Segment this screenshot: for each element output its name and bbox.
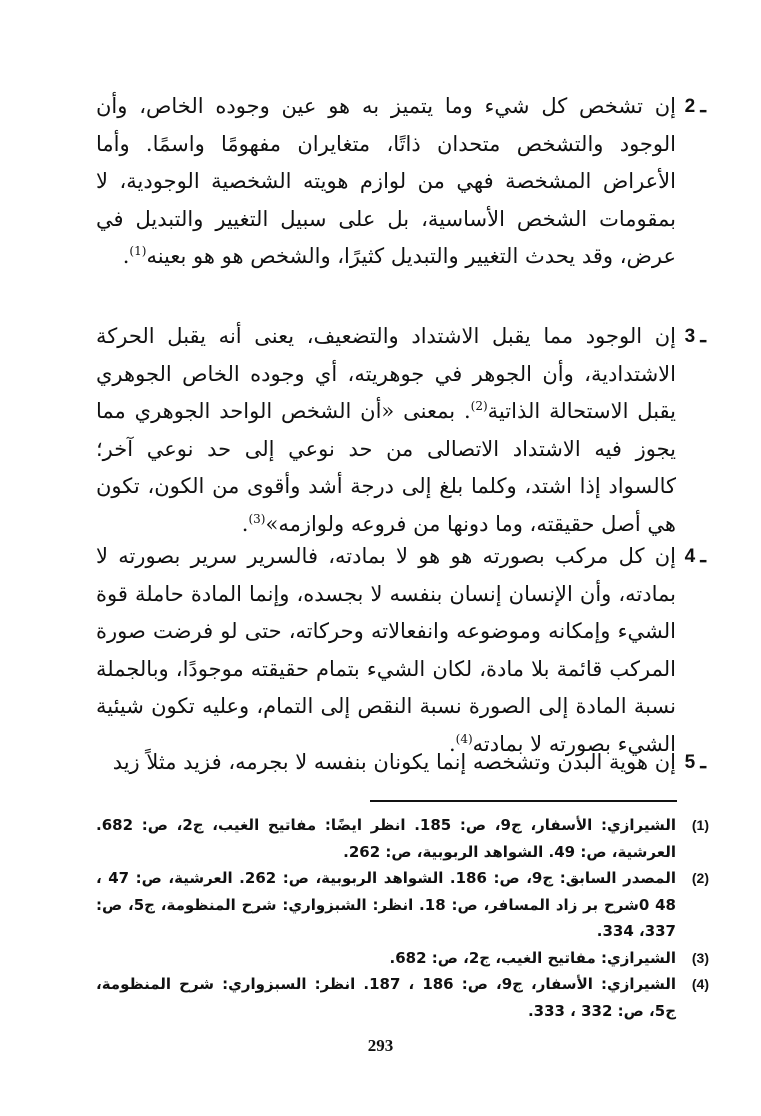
footnote-number: (1) <box>691 817 709 833</box>
footnote-text: الشيرازي: مفاتيح الغيب، ج2، ص: 682. <box>389 948 676 967</box>
item-continuation: . بمعنى «أن الشخص الواحد الجوهري مما يجوز فيه الاشتداد الاتصالى من حد نوعي إلى حد نوعي آخر؛ كالسواد إذا اشتد، وكلما بلغ إلى درجة أشد وأقوى من الكون، تكون هي أصل حقيقته، وما دونها من فروعه ولوازمه» <box>96 399 676 536</box>
item-text <box>96 88 676 276</box>
footnote-text: الشيرازي: الأسفار، ج9، ص: 186 ، 187. انظر: السبزواري: شرح المنظومة، ج5، ص: 332 ، 333. <box>96 975 676 1020</box>
footnote-text: الشيرازي: الأسفار، ج9، ص: 185. انظر ايضًا: مفاتيح الغيب، ج2، ص: 682. العرشية، ص: 49. الشواهد الربوبية، ص: 262. <box>96 816 677 861</box>
item-end: . <box>448 731 456 756</box>
numbered-list <box>96 88 706 784</box>
item-body: إن كل مركب بصورته هو هو لا بمادته، فالسرير سرير بصورته لا بمادته، وأن الإنسان إنسان بنفسه لا بجسده، وإنما المادة حاملة قوة الشيء وإمكانه وموضوعه وانفعالاته وحركاته، حتى لو فرضت صورة المركب قائمة بلا مادة، لكان الشيء بتمام حقيقته موجودًا، وبالجملة نسبة المادة إلى الصورة نسبة النقص إلى التمام، وعليه تكون شيئية الشيء بصورته لا بمادته <box>96 544 676 756</box>
item-number: 4 ـ <box>684 546 706 567</box>
item-number: 2 ـ <box>684 96 706 117</box>
footnote <box>96 865 709 945</box>
footnote-number: (4) <box>691 976 709 992</box>
item-body: إن تشخص كل شيء وما يتميز به هو عين وجوده الخاص، وأن الوجود والتشخص متحدان ذاتًا، متغايران مفهومًا واسمًا. وأما الأعراض المشخصة فهي من لوازم هويته الشخصية الوجودية، لا بمقومات الشخص الأساسية، بل على سبيل التغيير والتبديل في عرض، وقد يحدث التغيير والتبديل كثيرًا، والشخص هو هو بعينه <box>96 94 676 268</box>
list-item <box>96 538 706 756</box>
footnote <box>96 971 709 1024</box>
item-text: إن هوية البدن وتشخصه إنما يكونان بنفسه لا بجرمه، فزيد مثلاً زيد <box>112 750 676 774</box>
footnote <box>96 812 709 865</box>
item-body: إن الوجود مما يقبل الاشتداد والتضعيف، يعنى أنه يقبل الحركة الاشتدادية، وأن الجوهر في جوهريته، أي وجوده الخاص الجوهري يقبل الاستحالة الذاتية <box>96 324 677 423</box>
footnote <box>96 945 709 972</box>
footnote-number: (2) <box>691 870 709 886</box>
item-text <box>96 538 676 763</box>
item-number: 3 ـ <box>684 326 706 347</box>
footnote-text: المصدر السابق: ج9، ص: 186. الشواهد الربوبية، ص: 262. العرشية، ص: 47 ، 48 0شرح بر زاد المسافر، ص: 18. انظر: الشبزواري: شرح المنظومة، ج5، ص: 337، 334. <box>96 869 676 940</box>
footnote-ref[interactable]: (3) <box>248 511 266 526</box>
list-item <box>96 744 706 784</box>
page-number: 293 <box>367 1036 394 1055</box>
item-text <box>96 318 676 543</box>
footnote-ref[interactable]: (1) <box>129 244 147 258</box>
item-end: . <box>241 511 249 536</box>
item-number: 5 ـ <box>684 752 706 773</box>
item-end: . <box>122 244 130 268</box>
footnote-ref[interactable]: (4) <box>455 731 473 746</box>
footnotes <box>96 812 709 1024</box>
footnote-number: (3) <box>691 949 709 966</box>
footnote-ref[interactable]: (2) <box>470 399 488 413</box>
list-item <box>96 318 706 536</box>
footnote-separator <box>370 800 677 802</box>
list-item <box>96 88 706 304</box>
